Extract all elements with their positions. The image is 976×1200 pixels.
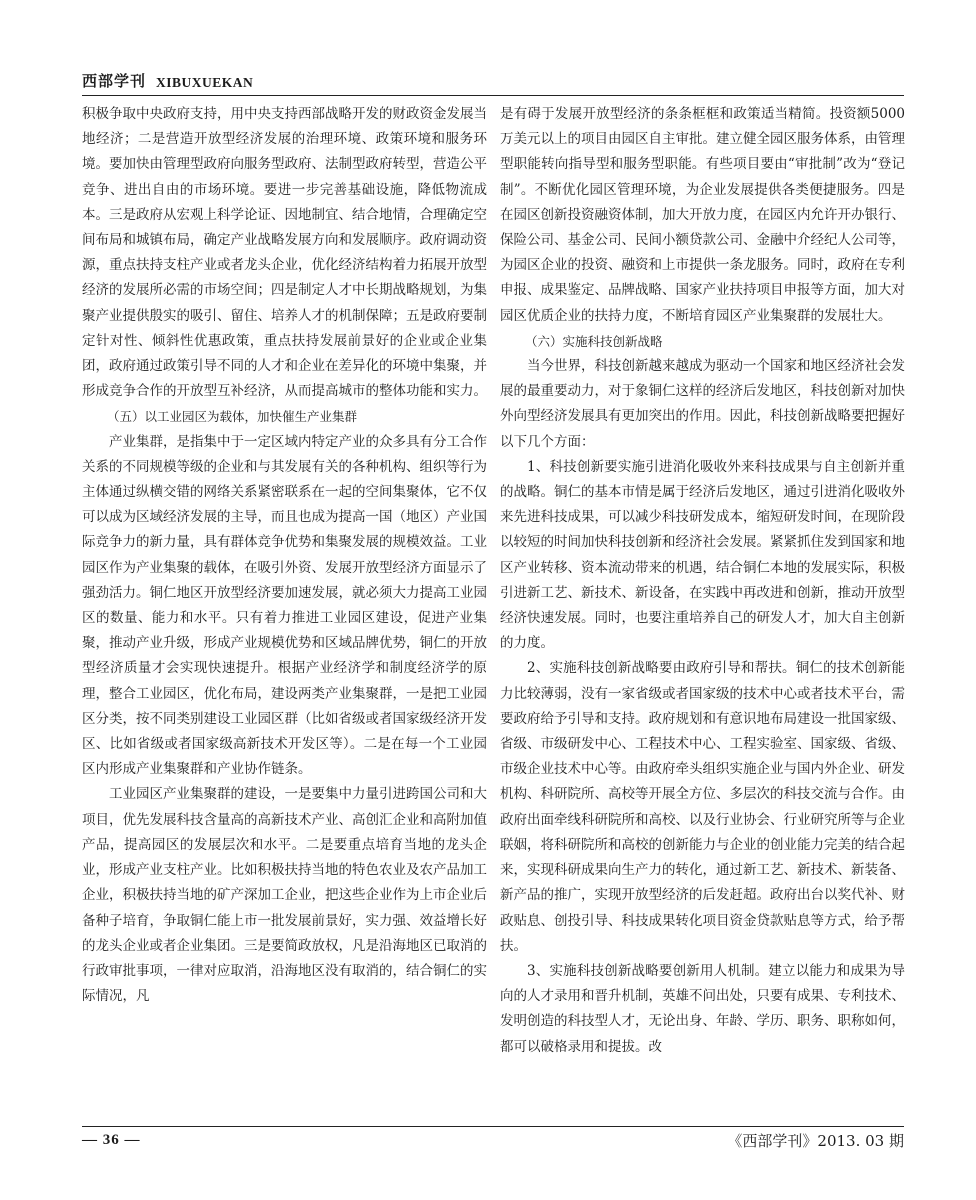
journal-name-chinese: 西部学刊 (82, 72, 147, 90)
right-column (500, 102, 905, 1060)
paragraph-continued: 是有碍于发展开放型经济的条条框框和政策适当精简。投资额5000万美元以上的项目由园区自主审批。建立健全园区服务体系，由管理型职能转向指导型和服务型职能。有些项目要由“审批制”改为“登记制”。不断优化园区管理环境，为企业发展提供各类便捷服务。四是在园区创新投资融资体制，加大开放力度，在园区内允许开办银行、保险公司、基金公司、民间小额贷款公司、金融中介经纪人公司等，为园区企业的投资、融资和上市提供一条龙服务。同时，政府在专利申报、成果鉴定、品牌战略、国家产业扶持项目申报等方面，加大对园区优质企业的扶持力度，不断培育园区产业集聚群的发展壮大。 (500, 106, 905, 324)
journal-name-pinyin: XIBUXUEKAN (156, 75, 254, 90)
paragraph-point-2: 2、实施科技创新战略要由政府引导和帮扶。铜仁的技术创新能力比较薄弱，没有一家省级或者国家级的技术中心或者技术平台，需要政府给予引导和支持。政府规划和有意识地布局建设一批国家级、省级、市级研发中心、工程技术中心、工程实验室、国家级、省级、市级企业技术中心等。由政府牵头组织实施企业与国内外企业、研发机构、科研院所、高校等开展全方位、多层次的科技交流与合作。由政府出面牵线科研院所和高校、以及行业协会、行业研究所等与企业联姻，将科研院所和高校的创新能力与企业的创业能力完美的结合起来，实现科研成果向生产力的转化，通过新工艺、新技术、新装备、新产品的推广，实现开放型经济的后发赶超。政府出台以奖代补、财政贴息、创投引导、科技成果转化项目资金贷款贴息等方式，给予帮扶。 (500, 660, 905, 954)
paragraph-point-1: 1、科技创新要实施引进消化吸收外来科技成果与自主创新并重的战略。铜仁的基本市情是属于经济后发地区，通过引进消化吸收外来先进科技成果，可以减少科技研发成本，缩短研发时间，在现阶段以较短的时间加快科技创新和经济社会发展。紧紧抓住发到国家和地区产业转移、资本流动带来的机遇，结合铜仁本地的发展实际，积极引进新工艺、新技术、新设备，在实践中再改进和创新，推动开放型经济快速发展。同时，也要注重培养自己的研发人才，加大自主创新的力度。 (500, 458, 905, 652)
left-column (82, 102, 487, 1009)
paragraph-point-3: 3、实施科技创新战略要创新用人机制。建立以能力和成果为导向的人才录用和晋升机制，英雄不问出处，只要有成果、专利技术、发明创造的科技型人才，无论出身、年龄、学历、职务、职称如何，都可以破格录用和提拔。改 (500, 962, 905, 1055)
page-number: — 36 — (82, 1132, 141, 1148)
paragraph-park-cluster-construction: 工业园区产业集聚群的建设，一是要集中力量引进跨国公司和大项目，优先发展科技含量高的高新技术产业、高创汇企业和高附加值产品，提高园区的发展层次和水平。二是要重点培育当地的龙头企业，形成产业支柱产业。比如积极扶持当地的特色农业及农产品加工企业，积极扶持当地的矿产深加工企业，把这些企业作为上市企业后备种子培育，争取铜仁能上市一批发展前景好，实力强、效益增长好的龙头企业或者企业集团。三是要简政放权，凡是沿海地区已取消的行政审批事项，一律对应取消，沿海地区没有取消的，结合铜仁的实际情况，凡 (82, 786, 487, 1005)
paragraph-tech-innovation-intro: 当今世界，科技创新越来越成为驱动一个国家和地区经济社会发展的最重要动力，对于象铜仁这样的经济后发地区，科技创新对加快外向型经济发展具有更加突出的作用。因此，科技创新战略要把握好以下几个方面： (500, 358, 905, 450)
paragraph-industry-cluster: 产业集群，是指集中于一定区域内特定产业的众多具有分工合作关系的不同规模等级的企业和与其发展有关的各种机构、组织等行为主体通过纵横交错的网络关系紧密联系在一起的空间集聚体，它不仅可以成为区域经济发展的主导，而且也成为提高一国（地区）产业国际竞争力的新力量，具有群体竞争优势和集聚发展的规模效益。工业园区作为产业集聚的载体，在吸引外资、发展开放型经济方面显示了强劲活力。铜仁地区开放型经济要加速发展，就必须大力提高工业园区的数量、能力和水平。只有着力推进工业园区建设，促进产业集聚，推动产业升级，形成产业规模优势和区域品牌优势，铜仁的开放型经济质量才会实现快速提升。根据产业经济学和制度经济学的原理，整合工业园区，优化布局，建设两类产业集聚群，一是把工业园区分类，按不同类别建设工业园区群（比如省级或者国家级经济开发区、比如省级或者国家级高新技术开发区等）。二是在每一个工业园区内形成产业集聚群和产业协作链条。 (82, 433, 487, 778)
running-footer (82, 1126, 904, 1154)
running-header (82, 66, 904, 96)
issue-info: 《西部学刊》2013. 03 期 (727, 1132, 904, 1150)
section-heading-5: （五）以工业园区为载体，加快催生产业集群 (107, 409, 358, 425)
section-heading-6: （六）实施科技创新战略 (525, 333, 663, 349)
paragraph-continued: 积极争取中央政府支持，用中央支持西部战略开发的财政资金发展当地经济；二是营造开放型经济发展的治理环境、政策环境和服务环境。要加快由管理型政府向服务型政府、法制型政府转型，营造公平竞争、进出自由的市场环境。要进一步完善基础设施，降低物流成本。三是政府从宏观上科学论证、因地制宜、结合地情，合理确定空间布局和城镇布局，确定产业战略发展方向和发展顺序。政府调动资源，重点扶持支柱产业或者龙头企业，优化经济结构着力拓展开放型经济的发展所必需的市场空间；四是制定人才中长期战略规划，为集聚产业提供殷实的吸引、留住、培养人才的机制保障；五是政府要制定针对性、倾斜性优惠政策，重点扶持发展前景好的企业或企业集团，政府通过政策引导不同的人才和企业在差异化的环境中集聚，并形成竞争合作的开放型互补经济，从而提高城市的整体功能和实力。 (82, 106, 487, 400)
